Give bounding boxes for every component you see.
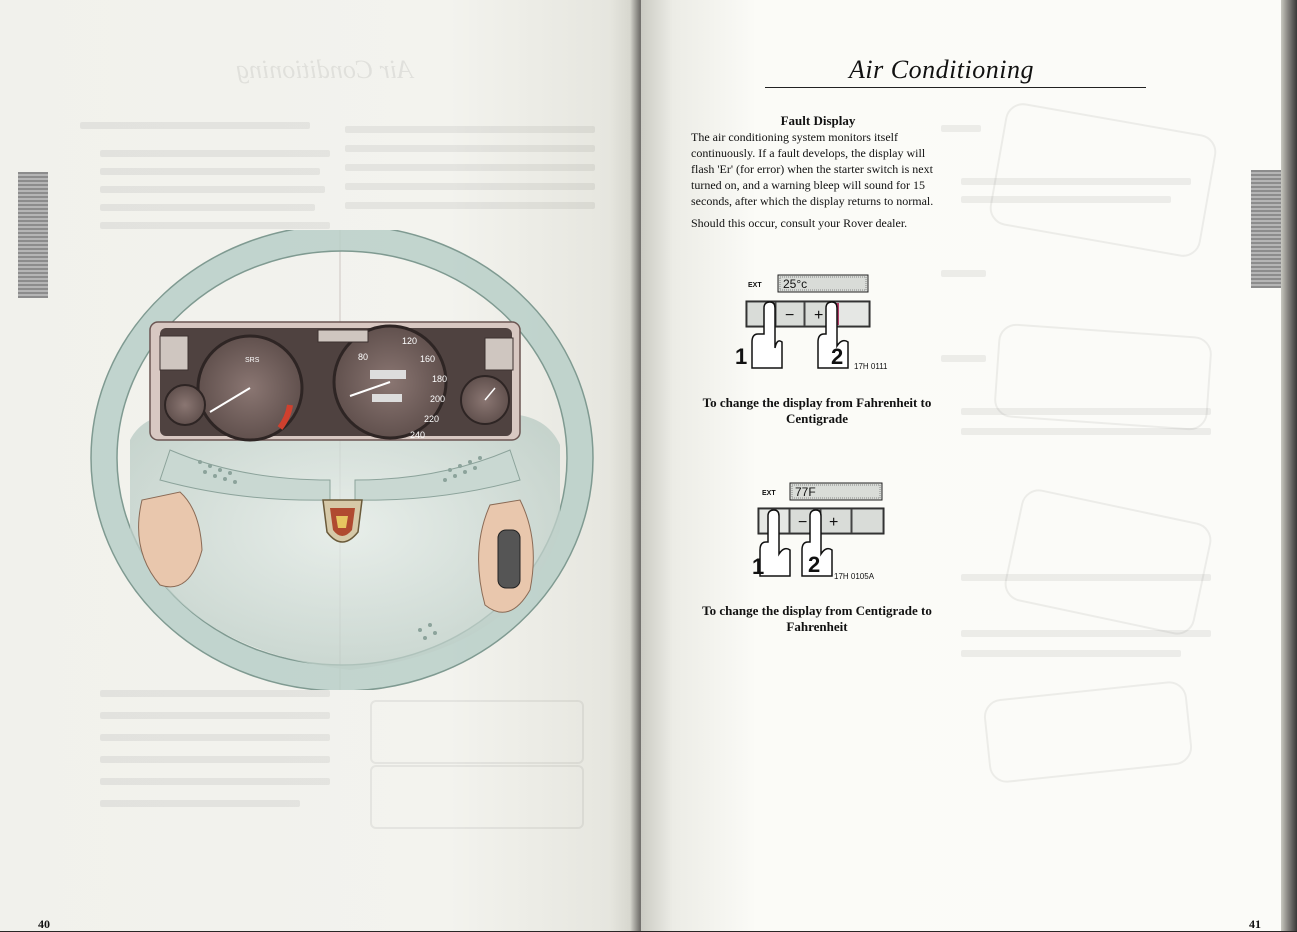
figure-1-caption: To change the display from Fahrenheit to Centigrade [702,395,932,426]
centigrade-to-fahrenheit-figure [740,476,930,586]
finger-1-label: 1 [752,554,765,579]
finger-2-label: 2 [831,344,844,369]
plus-button-label: + [814,307,824,324]
title-rule [765,87,1146,88]
minus-button-label: − [785,307,795,324]
svg-text:160: 160 [420,354,436,364]
svg-text:240: 240 [410,430,426,440]
display-readout: 25°c [783,277,808,291]
finger-1-label: 1 [735,344,748,369]
page-number-left: 40 [38,917,50,931]
fahrenheit-to-centigrade-figure [730,268,920,378]
page-title: Air Conditioning [849,55,1034,84]
finger-2-label: 2 [808,552,821,577]
figure-ref-code: 17H 0105A [834,572,875,581]
show-through-title: Air Conditioning [236,55,413,84]
thumb-index-tab [1251,170,1281,288]
figure-ref-code: 17H 0111 [854,362,888,371]
instrument-panel-illustration [90,230,610,690]
fault-display-paragraph: The air conditioning system monitors itself continuously. If a fault develops, the display will flash 'Er' (for error) when the starter switch is next turned on, and a warning bleep will sound for 15 seconds, after which the display returns to normal. [691,130,934,208]
plus-button-label: + [829,514,839,531]
svg-text:200: 200 [430,394,446,404]
svg-text:180: 180 [432,374,448,384]
figure-2-caption: To change the display from Centigrade to Fahrenheit [702,603,932,634]
page-edge [1281,0,1297,931]
page-number-right: 41 [1249,917,1261,931]
svg-text:220: 220 [424,414,440,424]
ext-label: EXT [748,282,762,289]
svg-text:SRS: SRS [245,357,260,364]
dealer-advice-paragraph: Should this occur, consult your Rover dealer. [691,216,908,230]
minus-button-label: − [798,514,808,531]
section-heading: Fault Display [780,113,856,128]
svg-text:80: 80 [358,352,369,362]
display-readout: 77F [795,485,816,499]
ext-label: EXT [762,490,776,497]
thumb-index-tab [18,172,48,298]
left-page [0,0,641,931]
svg-text:120: 120 [402,336,418,346]
